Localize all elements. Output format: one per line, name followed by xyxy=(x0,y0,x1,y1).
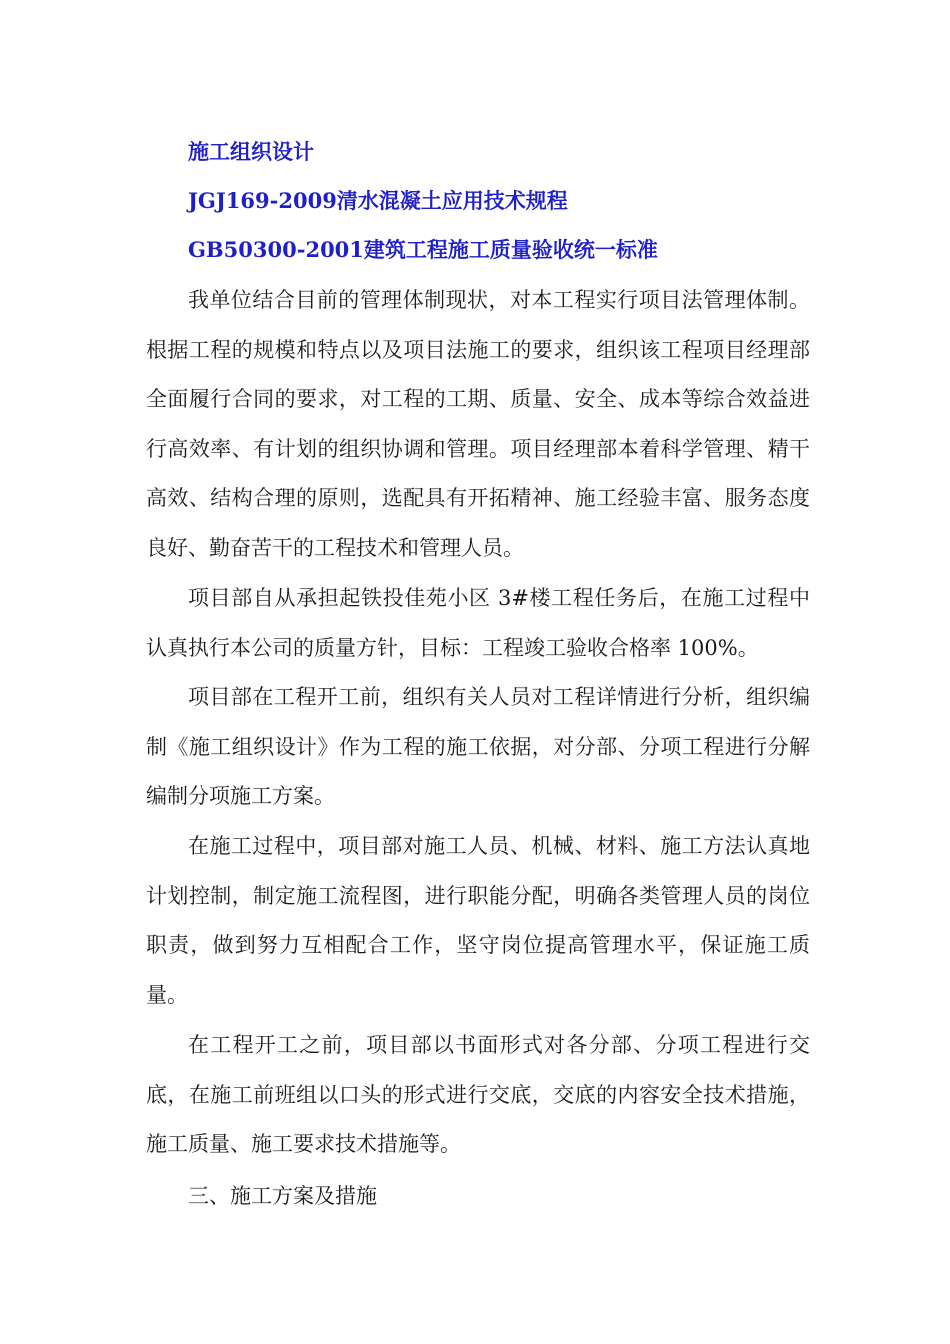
paragraph-technical-briefing: 在工程开工之前，项目部以书面形式对各分部、分项工程进行交底，在施工前班组以口头的形式进行交底，交底的内容安全技术措施，施工质量、施工要求技术措施等。 xyxy=(146,1033,810,1157)
paragraph-management-system: 我单位结合目前的管理体制现状，对本工程实行项目法管理体制。根据工程的规模和特点以及项目法施工的要求，组织该工程项目经理部全面履行合同的要求，对工程的工期、质量、安全、成本等综合效益进行高效率、有计划的组织协调和管理。项目经理部本着科学管理、精干高效、结构合理的原则，选配具有开拓精神、施工经验丰富、服务态度良好、勤奋苦干的工程技术和管理人员。 xyxy=(146,288,810,560)
reference-standard-2: JGJ169-2009清水混凝土应用技术规程 xyxy=(188,188,568,213)
paragraph-construction-control: 在施工过程中，项目部对施工人员、机械、材料、施工方法认真地计划控制，制定施工流程图，进行职能分配，明确各类管理人员的岗位职责，做到努力互相配合工作，坚守岗位提高管理水平，保证施工质量。 xyxy=(146,834,810,1007)
reference-standard-1: 施工组织设计 xyxy=(188,139,314,164)
paragraph-quality-target: 项目部自从承担起铁投佳苑小区 3#楼工程任务后，在施工过程中认真执行本公司的质量方针，目标：工程竣工验收合格率 100%。 xyxy=(146,586,810,660)
section-heading: 三、施工方案及措施 xyxy=(188,1184,377,1208)
reference-standard-3: GB50300-2001建筑工程施工质量验收统一标准 xyxy=(188,237,658,262)
paragraph-pre-construction-analysis: 项目部在工程开工前，组织有关人员对工程详情进行分析，组织编制《施工组织设计》作为工程的施工依据，对分部、分项工程进行分解编制分项施工方案。 xyxy=(146,685,810,809)
